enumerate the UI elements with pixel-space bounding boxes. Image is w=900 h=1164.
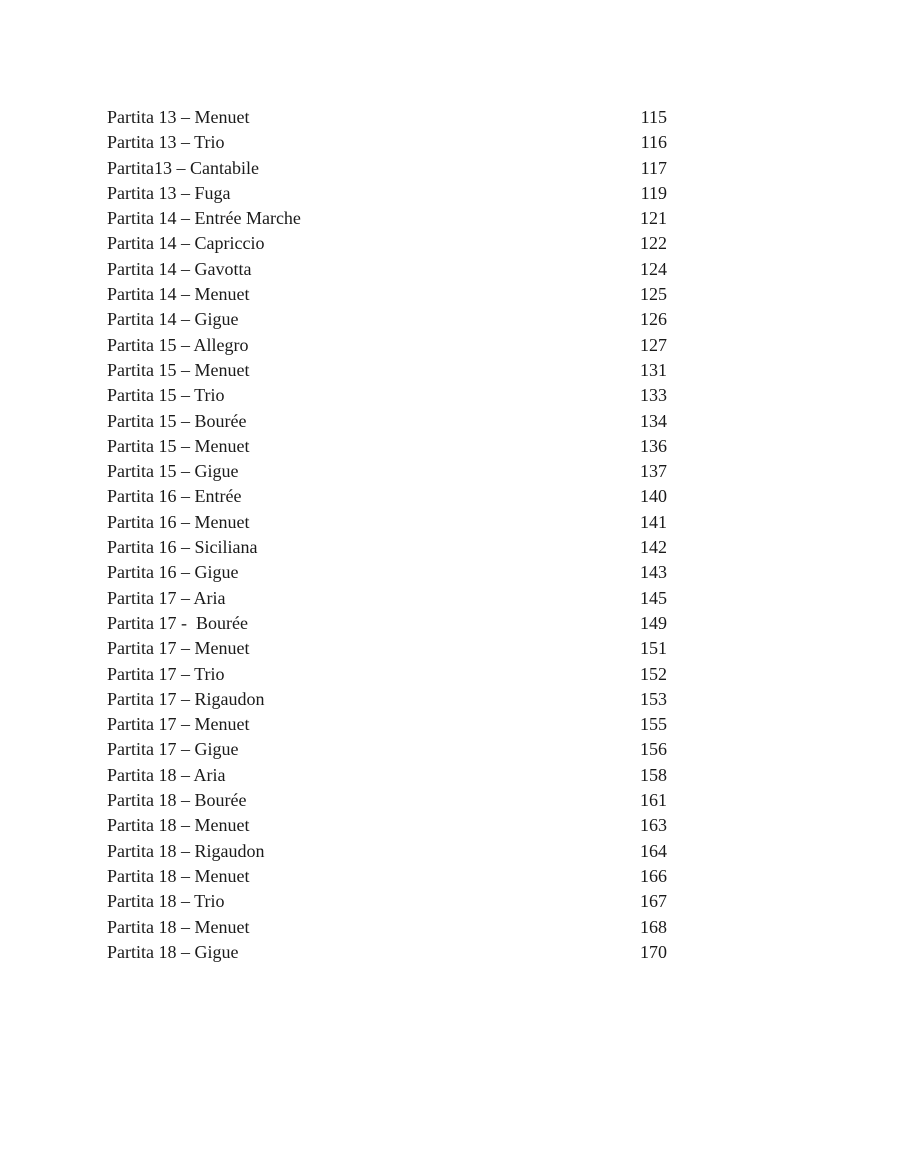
- toc-entry: [107, 484, 667, 509]
- toc-entry: [107, 510, 667, 535]
- toc-entry: [107, 383, 667, 408]
- toc-entry: [107, 181, 667, 206]
- toc-entry: [107, 915, 667, 940]
- toc-entry-title: Partita 15 – Bourée: [107, 410, 247, 431]
- toc-entry-page-number: 145: [640, 587, 667, 608]
- toc-entry: [107, 333, 667, 358]
- toc-entry: [107, 257, 667, 282]
- toc-entry-page-number: 163: [640, 815, 667, 836]
- toc-entry: [107, 864, 667, 889]
- toc-entry-title: Partita 15 – Gigue: [107, 461, 239, 482]
- toc-entry: [107, 282, 667, 307]
- toc-entry-page-number: 116: [640, 132, 667, 153]
- toc-entry: [107, 560, 667, 585]
- toc-entry-title: Partita 18 – Menuet: [107, 916, 250, 937]
- toc-entry: [107, 434, 667, 459]
- toc-entry-page-number: 119: [640, 182, 667, 203]
- toc-entry-page-number: 140: [640, 486, 667, 507]
- toc-entry: [107, 535, 667, 560]
- toc-entry-page-number: 152: [640, 663, 667, 684]
- toc-entry-page-number: 133: [640, 385, 667, 406]
- toc-entry-page-number: 115: [640, 107, 667, 127]
- toc-entry-title: Partita 18 – Aria: [107, 764, 226, 785]
- toc-entry-page-number: 137: [640, 461, 667, 482]
- toc-entry-page-number: 143: [640, 562, 667, 583]
- toc-entry-title: Partita 16 – Menuet: [107, 511, 250, 532]
- toc-entry-title: Partita 14 – Menuet: [107, 284, 250, 305]
- toc-entry-title: Partita 18 – Menuet: [107, 865, 250, 886]
- toc-entry-title: Partita13 – Cantabile: [107, 157, 259, 178]
- toc-entry-title: Partita 17 – Aria: [107, 587, 226, 608]
- toc-entry-title: Partita 14 – Gavotta: [107, 258, 252, 279]
- toc-entry-title: Partita 17 – Gigue: [107, 739, 239, 760]
- toc-entry: [107, 687, 667, 712]
- toc-entry-page-number: 167: [640, 891, 667, 912]
- toc-entry-title: Partita 17 - Bourée: [107, 612, 248, 633]
- toc-entry-title: Partita 17 – Rigaudon: [107, 688, 265, 709]
- toc-entry-title: Partita 18 – Trio: [107, 891, 225, 912]
- toc-entry-title: Partita 18 – Bourée: [107, 790, 247, 811]
- toc-entry: [107, 231, 667, 256]
- toc-entry-title: Partita 13 – Fuga: [107, 182, 231, 203]
- toc-entry: [107, 636, 667, 661]
- toc-entry-page-number: 131: [640, 359, 667, 380]
- toc-entry-title: Partita 15 – Allegro: [107, 334, 249, 355]
- toc-entry: [107, 156, 667, 181]
- toc-entry: [107, 839, 667, 864]
- toc-entry: [107, 662, 667, 687]
- toc-entry-title: Partita 17 – Menuet: [107, 638, 250, 659]
- toc-entry: [107, 788, 667, 813]
- toc-entry-title: Partita 15 – Menuet: [107, 435, 250, 456]
- toc-entry-title: Partita 18 – Menuet: [107, 815, 250, 836]
- toc-entry: [107, 940, 667, 965]
- toc-entry-title: Partita 14 – Gigue: [107, 309, 239, 330]
- toc-entry: [107, 737, 667, 762]
- toc-entry-page-number: 117: [640, 157, 667, 178]
- toc-entry-page-number: 168: [640, 916, 667, 937]
- toc-entry-page-number: 134: [640, 410, 667, 431]
- toc-entry: [107, 206, 667, 231]
- toc-entry-title: Partita 18 – Gigue: [107, 941, 239, 962]
- toc-entry-page-number: 125: [640, 284, 667, 305]
- toc-entry: [107, 459, 667, 484]
- toc-entry-page-number: 155: [640, 714, 667, 735]
- toc-entry-page-number: 121: [640, 208, 667, 229]
- toc-entry: [107, 130, 667, 155]
- toc-entry-page-number: 153: [640, 688, 667, 709]
- toc-entry-page-number: 161: [640, 790, 667, 811]
- toc-entry: [107, 586, 667, 611]
- toc-entry-page-number: 141: [640, 511, 667, 532]
- toc-entry-page-number: 164: [640, 840, 667, 861]
- toc-entry-page-number: 136: [640, 435, 667, 456]
- table-of-contents: [107, 105, 667, 965]
- toc-entry-title: Partita 18 – Rigaudon: [107, 840, 265, 861]
- toc-entry-page-number: 158: [640, 764, 667, 785]
- toc-entry: [107, 712, 667, 737]
- toc-entry-title: Partita 15 – Trio: [107, 385, 225, 406]
- toc-entry-page-number: 149: [640, 612, 667, 633]
- toc-entry-title: Partita 13 – Trio: [107, 132, 225, 153]
- toc-entry-page-number: 166: [640, 865, 667, 886]
- toc-entry-page-number: 151: [640, 638, 667, 659]
- toc-entry-title: Partita 14 – Entrée Marche: [107, 208, 301, 229]
- toc-entry: [107, 763, 667, 788]
- toc-entry-title: Partita 15 – Menuet: [107, 359, 250, 380]
- toc-entry-page-number: 170: [640, 941, 667, 962]
- toc-entry-title: Partita 16 – Siciliana: [107, 537, 258, 558]
- toc-entry-title: Partita 17 – Menuet: [107, 714, 250, 735]
- toc-entry-title: Partita 13 – Menuet: [107, 107, 250, 127]
- toc-entry-page-number: 122: [640, 233, 667, 254]
- toc-entry-page-number: 142: [640, 537, 667, 558]
- toc-entry-title: Partita 16 – Entrée: [107, 486, 242, 507]
- toc-entry: [107, 813, 667, 838]
- toc-entry-page-number: 126: [640, 309, 667, 330]
- toc-entry: [107, 307, 667, 332]
- toc-entry: [107, 409, 667, 434]
- toc-entry-title: Partita 14 – Capriccio: [107, 233, 265, 254]
- toc-entry-page-number: 156: [640, 739, 667, 760]
- toc-entry-title: Partita 17 – Trio: [107, 663, 225, 684]
- toc-entry: [107, 611, 667, 636]
- toc-entry-title: Partita 16 – Gigue: [107, 562, 239, 583]
- toc-entry-page-number: 127: [640, 334, 667, 355]
- toc-entry: [107, 105, 667, 130]
- toc-entry-page-number: 124: [640, 258, 667, 279]
- toc-entry: [107, 358, 667, 383]
- toc-entry: [107, 889, 667, 914]
